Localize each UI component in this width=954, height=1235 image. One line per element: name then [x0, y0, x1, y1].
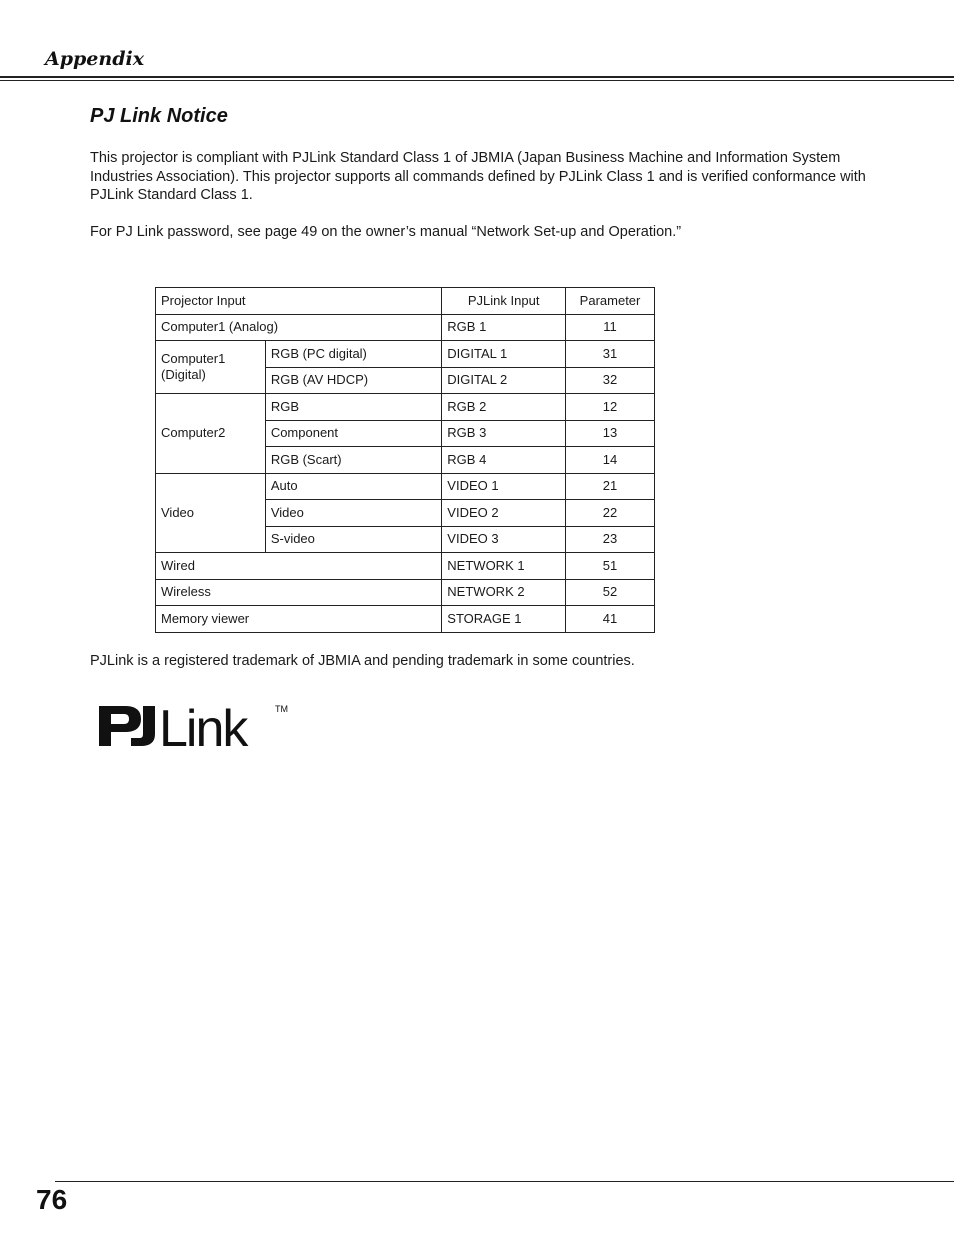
- cell-sub: RGB (Scart): [265, 447, 441, 474]
- cell-param: 22: [566, 500, 655, 527]
- cell-pjlink: RGB 3: [442, 420, 566, 447]
- cell-sub: RGB: [265, 394, 441, 421]
- section-title: PJ Link Notice: [90, 105, 228, 127]
- cell-input: Memory viewer: [156, 606, 442, 633]
- cell-sub: RGB (PC digital): [265, 341, 441, 368]
- cell-param: 13: [566, 420, 655, 447]
- header-pjlink-input: PJLink Input: [442, 288, 566, 315]
- cell-sub: RGB (AV HDCP): [265, 367, 441, 394]
- cell-param: 52: [566, 579, 655, 606]
- trademark-paragraph: PJLink is a registered trademark of JBMIA and pending trademark in some countries.: [90, 653, 635, 669]
- cell-param: 23: [566, 526, 655, 553]
- cell-sub: Auto: [265, 473, 441, 500]
- cell-sub: S-video: [265, 526, 441, 553]
- cell-param: 21: [566, 473, 655, 500]
- cell-pjlink: RGB 4: [442, 447, 566, 474]
- cell-pjlink: NETWORK 1: [442, 553, 566, 580]
- table-row: [156, 314, 655, 341]
- table-row: [156, 606, 655, 633]
- cell-param: 11: [566, 314, 655, 341]
- cell-group: Video: [156, 473, 266, 553]
- header-parameter: Parameter: [566, 288, 655, 315]
- cell-sub: Video: [265, 500, 441, 527]
- header-title: Appendix: [45, 48, 145, 70]
- cell-pjlink: RGB 2: [442, 394, 566, 421]
- logo-wordmark: Link: [159, 700, 247, 750]
- table-row: [156, 553, 655, 580]
- cell-pjlink: VIDEO 2: [442, 500, 566, 527]
- cell-pjlink: STORAGE 1: [442, 606, 566, 633]
- table-header-row: [156, 288, 655, 315]
- cell-pjlink: DIGITAL 1: [442, 341, 566, 368]
- compliance-paragraph: This projector is compliant with PJLink Standard Class 1 of JBMIA (Japan Business Machine and Information System Industries Association). This projector supports all commands defined by PJLink Class 1 and is verified conformance with PJLink Standard Class 1.: [90, 150, 866, 203]
- cell-param: 51: [566, 553, 655, 580]
- cell-pjlink: RGB 1: [442, 314, 566, 341]
- cell-sub: Component: [265, 420, 441, 447]
- cell-group: Computer2: [156, 394, 266, 474]
- cell-pjlink: VIDEO 3: [442, 526, 566, 553]
- cell-input: Computer1 (Analog): [156, 314, 442, 341]
- cell-param: 41: [566, 606, 655, 633]
- cell-param: 32: [566, 367, 655, 394]
- table-row: [156, 473, 655, 500]
- password-paragraph: For PJ Link password, see page 49 on the owner’s manual “Network Set-up and Operation.”: [90, 224, 682, 240]
- cell-param: 31: [566, 341, 655, 368]
- cell-input: Wireless: [156, 579, 442, 606]
- page-number: 76: [36, 1184, 68, 1215]
- cell-pjlink: VIDEO 1: [442, 473, 566, 500]
- table-row: [156, 394, 655, 421]
- pjlink-input-table: [155, 287, 655, 633]
- logo-tm: TM: [275, 704, 288, 714]
- pjlink-logo-icon: [97, 700, 297, 750]
- table-row: [156, 579, 655, 606]
- cell-param: 14: [566, 447, 655, 474]
- header-rule-thick: [0, 76, 954, 78]
- footer-rule: [55, 1181, 954, 1182]
- cell-param: 12: [566, 394, 655, 421]
- header-rule-thin: [0, 80, 954, 81]
- cell-pjlink: DIGITAL 2: [442, 367, 566, 394]
- cell-pjlink: NETWORK 2: [442, 579, 566, 606]
- header-projector-input: Projector Input: [156, 288, 442, 315]
- cell-input: Wired: [156, 553, 442, 580]
- cell-group: Computer1 (Digital): [156, 341, 266, 394]
- table-row: [156, 341, 655, 368]
